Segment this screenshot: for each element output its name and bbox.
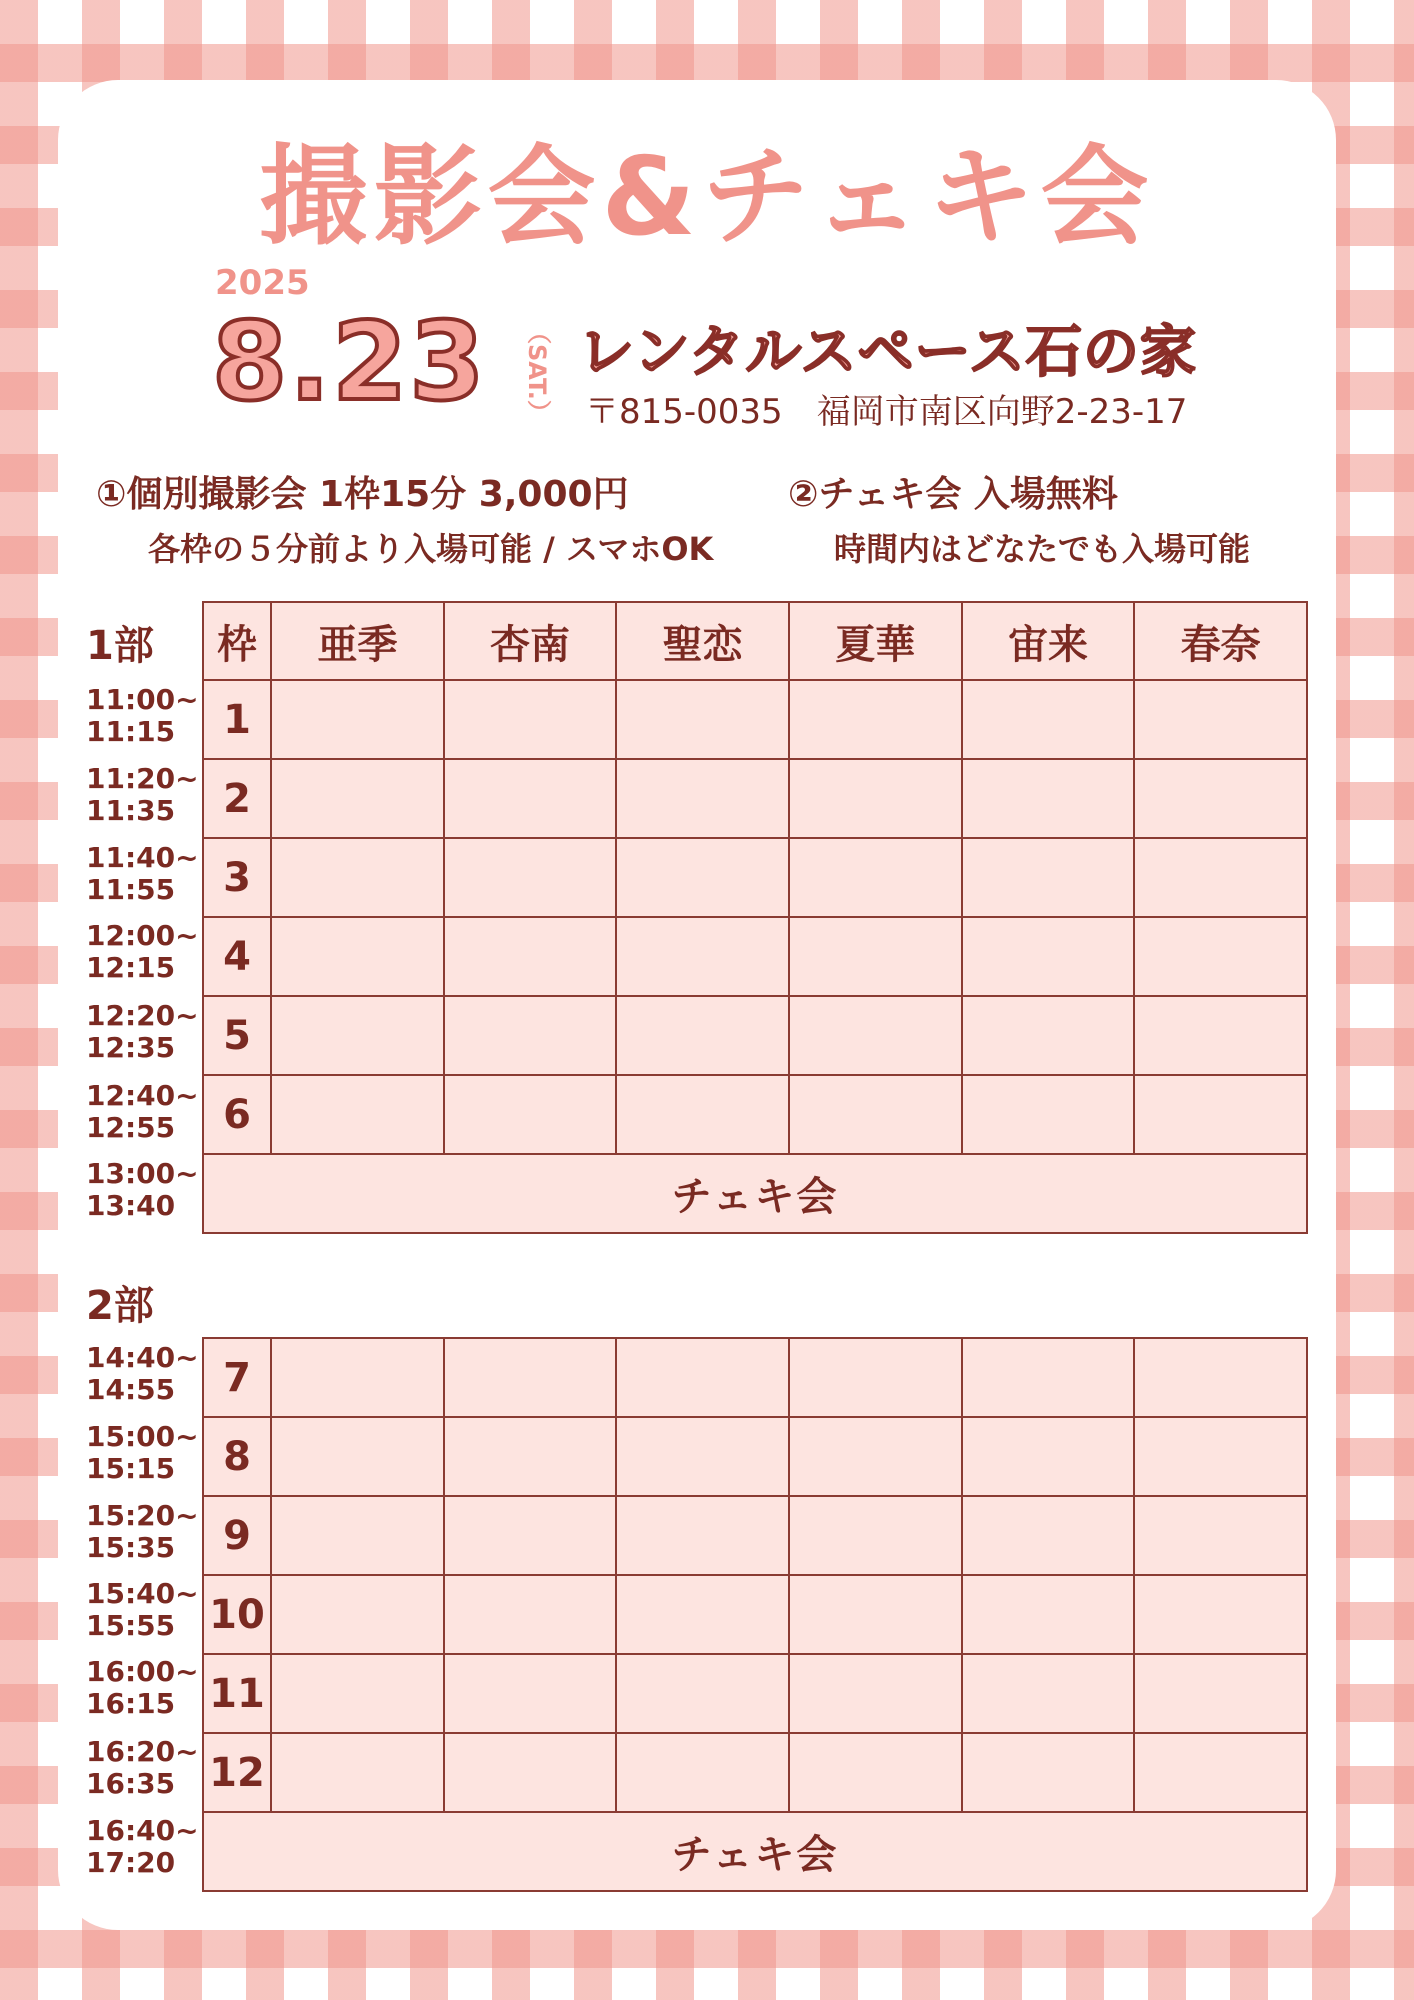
- slot-cell: [962, 680, 1135, 759]
- slot-cell: [1134, 680, 1307, 759]
- venue-address: 〒815-0035 福岡市南区向野2-23-17: [585, 392, 1188, 432]
- cheki-heading: ②チェキ会 入場無料: [788, 474, 1118, 515]
- slot-cell: [444, 1417, 617, 1496]
- slot-cell: [962, 1075, 1135, 1154]
- cheki-label: チェキ会: [203, 1812, 1307, 1891]
- frame-header: 枠: [203, 602, 271, 680]
- part2-time-4: 15:40~ 15:55: [86, 1577, 199, 1642]
- frame-number: 7: [203, 1338, 271, 1417]
- table-row: [203, 917, 1307, 996]
- slot-cell: [444, 1575, 617, 1654]
- slot-cell: [444, 1075, 617, 1154]
- cheki-row: [203, 1154, 1307, 1233]
- slot-cell: [789, 1575, 962, 1654]
- event-year: 2025: [215, 263, 310, 303]
- slot-cell: [444, 1496, 617, 1575]
- slot-cell: [271, 1575, 444, 1654]
- frame-number: 8: [203, 1417, 271, 1496]
- part1-label: 1部: [86, 623, 154, 669]
- slot-cell: [789, 1338, 962, 1417]
- frame-number: 9: [203, 1496, 271, 1575]
- event-date: 8.23: [212, 300, 487, 425]
- table-row: [203, 996, 1307, 1075]
- slot-cell: [616, 1733, 789, 1812]
- frame-number: 11: [203, 1654, 271, 1733]
- frame-number: 4: [203, 917, 271, 996]
- part1-time-4: 12:00~ 12:15: [86, 919, 199, 984]
- slot-cell: [1134, 838, 1307, 917]
- slot-cell: [962, 759, 1135, 838]
- part2-time-5: 16:00~ 16:15: [86, 1655, 199, 1720]
- slot-cell: [444, 838, 617, 917]
- member-header: 亜季: [271, 602, 444, 680]
- part1-schedule-table: [202, 601, 1308, 1234]
- slot-cell: [271, 1496, 444, 1575]
- slot-cell: [1134, 996, 1307, 1075]
- part2-time-6: 16:20~ 16:35: [86, 1735, 199, 1800]
- slot-cell: [1134, 1496, 1307, 1575]
- photo-session-note: 各枠の５分前より入場可能 / スマホOK: [148, 530, 714, 568]
- member-header: 春奈: [1134, 602, 1307, 680]
- slot-cell: [616, 838, 789, 917]
- table-row: [203, 1575, 1307, 1654]
- part2-time-1: 14:40~ 14:55: [86, 1341, 199, 1406]
- slot-cell: [962, 1575, 1135, 1654]
- event-day-of-week: （SAT.）: [523, 320, 551, 424]
- part2-time-cheki: 16:40~ 17:20: [86, 1814, 199, 1879]
- slot-cell: [444, 680, 617, 759]
- slot-cell: [616, 996, 789, 1075]
- slot-cell: [1134, 1654, 1307, 1733]
- frame-number: 6: [203, 1075, 271, 1154]
- frame-number: 3: [203, 838, 271, 917]
- slot-cell: [616, 1417, 789, 1496]
- slot-cell: [962, 996, 1135, 1075]
- slot-cell: [444, 1733, 617, 1812]
- slot-cell: [789, 680, 962, 759]
- slot-cell: [616, 680, 789, 759]
- event-day-of-week-wrap: [520, 320, 555, 424]
- slot-cell: [789, 917, 962, 996]
- part1-time-cheki: 13:00~ 13:40: [86, 1157, 199, 1222]
- table-row: [203, 1417, 1307, 1496]
- part1-time-3: 11:40~ 11:55: [86, 841, 199, 906]
- slot-cell: [271, 1733, 444, 1812]
- frame-number: 5: [203, 996, 271, 1075]
- slot-cell: [962, 1417, 1135, 1496]
- cheki-label: チェキ会: [203, 1154, 1307, 1233]
- part1-time-5: 12:20~ 12:35: [86, 999, 199, 1064]
- part2-schedule-table: [202, 1337, 1308, 1892]
- slot-cell: [444, 917, 617, 996]
- slot-cell: [444, 1654, 617, 1733]
- slot-cell: [962, 1654, 1135, 1733]
- frame-number: 12: [203, 1733, 271, 1812]
- table-header-row: [203, 602, 1307, 680]
- slot-cell: [789, 1075, 962, 1154]
- slot-cell: [271, 996, 444, 1075]
- slot-cell: [616, 1075, 789, 1154]
- photo-session-heading: ①個別撮影会 1枠15分 3,000円: [96, 474, 629, 515]
- frame-number: 10: [203, 1575, 271, 1654]
- member-header: 夏華: [789, 602, 962, 680]
- slot-cell: [1134, 1575, 1307, 1654]
- slot-cell: [271, 1075, 444, 1154]
- table-row: [203, 759, 1307, 838]
- slot-cell: [789, 838, 962, 917]
- slot-cell: [1134, 1075, 1307, 1154]
- slot-cell: [616, 1654, 789, 1733]
- slot-cell: [789, 759, 962, 838]
- slot-cell: [271, 759, 444, 838]
- part1-time-6: 12:40~ 12:55: [86, 1079, 199, 1144]
- slot-cell: [962, 1496, 1135, 1575]
- slot-cell: [444, 1338, 617, 1417]
- slot-cell: [789, 1417, 962, 1496]
- slot-cell: [271, 838, 444, 917]
- slot-cell: [616, 917, 789, 996]
- part2-label: 2部: [86, 1283, 154, 1329]
- table-row: [203, 1496, 1307, 1575]
- slot-cell: [1134, 1733, 1307, 1812]
- frame-number: 2: [203, 759, 271, 838]
- slot-cell: [271, 1654, 444, 1733]
- venue-name: レンタルスペース石の家: [578, 320, 1197, 385]
- table-row: [203, 1338, 1307, 1417]
- cheki-note: 時間内はどなたでも入場可能: [834, 530, 1251, 568]
- cheki-row: [203, 1812, 1307, 1891]
- table-row: [203, 1075, 1307, 1154]
- member-header: 宙来: [962, 602, 1135, 680]
- member-header: 杏南: [444, 602, 617, 680]
- part2-time-2: 15:00~ 15:15: [86, 1420, 199, 1485]
- table-row: [203, 680, 1307, 759]
- slot-cell: [271, 917, 444, 996]
- slot-cell: [1134, 759, 1307, 838]
- slot-cell: [962, 838, 1135, 917]
- slot-cell: [616, 1575, 789, 1654]
- slot-cell: [789, 1496, 962, 1575]
- slot-cell: [271, 1417, 444, 1496]
- part2-time-3: 15:20~ 15:35: [86, 1499, 199, 1564]
- slot-cell: [616, 1338, 789, 1417]
- page-title: 撮影会&チェキ会: [259, 135, 1155, 260]
- slot-cell: [962, 1733, 1135, 1812]
- slot-cell: [789, 1733, 962, 1812]
- slot-cell: [1134, 1417, 1307, 1496]
- slot-cell: [789, 996, 962, 1075]
- slot-cell: [962, 917, 1135, 996]
- slot-cell: [1134, 917, 1307, 996]
- slot-cell: [789, 1654, 962, 1733]
- slot-cell: [271, 680, 444, 759]
- slot-cell: [271, 1338, 444, 1417]
- slot-cell: [444, 759, 617, 838]
- frame-number: 1: [203, 680, 271, 759]
- table-row: [203, 1733, 1307, 1812]
- part1-time-2: 11:20~ 11:35: [86, 762, 199, 827]
- slot-cell: [444, 996, 617, 1075]
- part1-time-1: 11:00~ 11:15: [86, 683, 199, 748]
- member-header: 聖恋: [616, 602, 789, 680]
- table-row: [203, 1654, 1307, 1733]
- slot-cell: [1134, 1338, 1307, 1417]
- table-row: [203, 838, 1307, 917]
- slot-cell: [616, 1496, 789, 1575]
- slot-cell: [616, 759, 789, 838]
- slot-cell: [962, 1338, 1135, 1417]
